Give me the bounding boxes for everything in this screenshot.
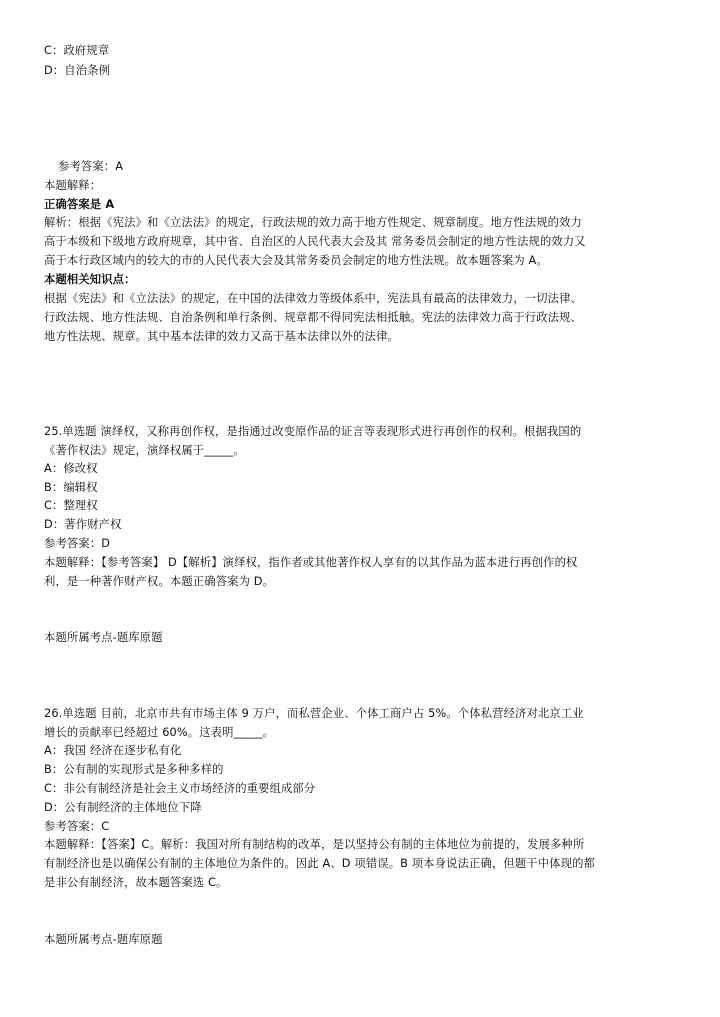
prev-analysis-line: 高于本行政区域内的较大的市的人民代表大会及其常务委员会制定的地方性法规。故本题答案为 A。: [44, 254, 548, 267]
prev-correct-answer: 正确答案是 A: [44, 198, 115, 211]
q26-option-a: A：我国 经济在逐步私有化: [44, 744, 182, 757]
q25-option-c: C：整理权: [44, 499, 98, 512]
prev-option-d: D：自治条例: [44, 64, 111, 77]
prev-explanation-title: 本题解释：: [44, 179, 102, 192]
q25-explanation-line: 利，是一种著作财产权。本题正确答案为 D。: [44, 575, 275, 588]
q25-option-d: D：著作财产权: [44, 518, 122, 531]
q26-answer: 参考答案：C: [44, 820, 110, 833]
prev-related-line: 根据《宪法》和《立法法》的规定，在中国的法律效力等级体系中，宪法具有最高的法律效力，一切法律、: [44, 292, 583, 305]
q25-answer: 参考答案：D: [44, 537, 111, 550]
q25-option-a: A：修改权: [44, 462, 98, 475]
q26-option-d: D：公有制经济的主体地位下降: [44, 801, 202, 814]
prev-analysis-line: 解析：根据《宪法》和《立法法》的规定，行政法规的效力高于地方性规定、规章制度。地方性法规的效力: [44, 216, 583, 229]
q26-explanation-line: 是非公有制经济，故本题答案选 C。: [44, 876, 228, 889]
q25-option-b: B：编辑权: [44, 481, 98, 494]
q26-option-c: C：非公有制经济是社会主义市场经济的重要组成部分: [44, 782, 316, 795]
q26-stem-line: 增长的贡献率已经超过 60%。这表明_____。: [44, 726, 274, 739]
q25-stem-line: 《著作权法》规定，演绎权属于_____。: [44, 444, 245, 457]
q25-stem-line: 25.单选题 演绎权，又称再创作权，是指通过改变原作品的证言等表现形式进行再创作的权利。根据我国的: [44, 425, 582, 438]
q26-source: 本题所属考点-题库原题: [44, 933, 163, 946]
prev-related-line: 行政法规、地方性法规、自治条例和单行条例、规章都不得同宪法相抵触。宪法的法律效力高于行政法规、: [44, 311, 583, 324]
prev-related-title: 本题相关知识点：: [44, 273, 136, 286]
prev-analysis-line: 高于本级和下级地方政府规章，其中省、自治区的人民代表大会及其 常务委员会制定的地方性法规的效力又: [44, 235, 586, 248]
prev-related-line: 地方性法规、规章。其中基本法律的效力又高于基本法律以外的法律。: [44, 330, 399, 343]
q25-source: 本题所属考点-题库原题: [44, 631, 163, 644]
prev-option-c: C：政府规章: [44, 44, 110, 57]
prev-answer: 参考答案：A: [58, 160, 124, 173]
q26-option-b: B：公有制的实现形式是多种多样的: [44, 763, 224, 776]
q26-explanation-line: 本题解释：【答案】C。解析：我国对所有制结构的改革，是以坚持公有制的主体地位为前提的，发展多种所: [44, 838, 585, 851]
q25-explanation-line: 本题解释：【参考答案】 D【解析】演绎权，指作者或其他著作权人享有的以其作品为蓝本进行再创作的权: [44, 556, 578, 569]
q26-explanation-line: 有制经济也是以确保公有制的主体地位为条件的。因此 A、D 项错误。B 项本身说法正确，但题干中体现的都: [44, 857, 595, 870]
q26-stem-line: 26.单选题 目前，北京市共有市场主体 9 万户，而私营企业、个体工商户占 5%。个体私营经济对北京工业: [44, 707, 584, 720]
